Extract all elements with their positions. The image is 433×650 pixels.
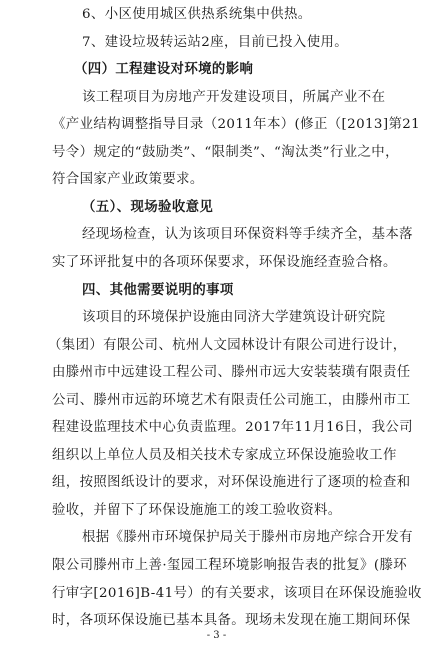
text-line: 限公司滕州市上善·玺园工程环境影响报告表的批复》(滕环 <box>52 557 408 573</box>
text-line: 《产业结构调整指导目录（2011年本）(修正（[2013]第21 <box>52 117 421 133</box>
section-heading: （五）、现场验收意见 <box>82 199 214 215</box>
section-heading: 四、其他需要说明的事项 <box>82 282 234 298</box>
text-line: 组织以上单位人员及相关技术专家成立环保设施验收工作 <box>52 447 397 463</box>
text-line: 该项目的环境保护设施由同济大学建筑设计研究院 <box>82 310 386 325</box>
text-line: 号令）规定的“鼓励类”、“限制类”、“淘汰类”行业之中， <box>52 144 399 160</box>
text-line: 验收，并留下了环保设施施工的竣工验收资料。 <box>52 502 342 518</box>
text-line: 该工程项目为房地产开发建设项目，所属产业不在 <box>82 89 386 105</box>
text-line: （集团）有限公司、杭州人文园林设计有限公司进行设计， <box>48 337 407 353</box>
section-heading: （四）工程建设对环境的影响 <box>74 62 254 78</box>
text-line: 6、小区使用城区供热系统集中供热。 <box>82 7 312 22</box>
text-line: 组，按照图纸设计的要求，对环保设施进行了逐项的检查和 <box>52 475 411 491</box>
page-number: - 3 - <box>206 630 227 641</box>
text-line: 公司、滕州市远韵环境艺术有限责任公司施工，由滕州市工 <box>52 392 411 408</box>
text-line: 程建设监理技术中心负责监理。2017年11月16日，我公司 <box>52 420 413 436</box>
text-line: 根据《滕州市环境保护局关于滕州市房地产综合开发有 <box>82 530 413 546</box>
text-line: 符合国家产业政策要求。 <box>52 172 204 188</box>
text-line: 由滕州市中远建设工程公司、滕州市远大安装装璜有限责任 <box>52 365 411 381</box>
text-line: 行审字[2016]B-41号）的有关要求，该项目在环保设施验收 <box>52 585 422 601</box>
text-line: 经现场检查，认为该项目环保资料等手续齐全，基本落 <box>82 227 413 243</box>
text-line: 时，各项环保设施已基本具备。现场未发现在施工期间环保 <box>52 613 411 628</box>
text-line: 实了环评批复中的各项环保要求，环保设施经查验合格。 <box>52 254 397 270</box>
text-line: 7、建设垃圾转运站2座，目前已投入使用。 <box>82 34 349 50</box>
